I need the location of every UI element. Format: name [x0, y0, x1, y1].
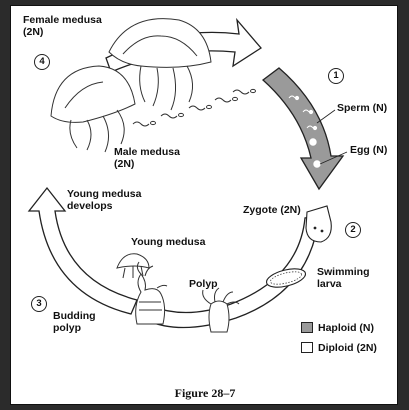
young-medusa: [117, 254, 149, 278]
sperm-pointer: [317, 110, 335, 123]
legend-diploid-label: Diploid (2N): [318, 342, 377, 354]
young-medusa-label: Young medusa: [131, 236, 206, 248]
haploid-arrow: [263, 68, 343, 189]
polyp-label: Polyp: [189, 278, 218, 290]
figure-frame: [10, 5, 398, 405]
egg-label: Egg (N): [350, 144, 388, 156]
sperm-label: Sperm (N): [337, 102, 388, 114]
legend-haploid-label: Haploid (N): [318, 322, 374, 334]
step-number-1: 1: [328, 68, 344, 84]
zygote-label: Zygote (2N): [243, 204, 301, 216]
male-medusa: [51, 66, 135, 152]
budding-polyp: [136, 262, 167, 324]
young-medusa-develops-label: Young medusa develops: [67, 188, 142, 212]
sperm-stream: [133, 89, 256, 126]
step-number-2: 2: [345, 222, 361, 238]
step-number-4: 4: [34, 54, 50, 70]
zygote: [306, 206, 331, 242]
figure-caption: Figure 28–7: [174, 386, 236, 400]
legend-haploid-swatch: [301, 322, 313, 333]
male-medusa-label: Male medusa (2N): [114, 146, 180, 170]
budding-polyp-label: Budding polyp: [53, 310, 96, 334]
female-medusa-label: Female medusa (2N): [23, 14, 102, 38]
step-number-3: 3: [31, 296, 47, 312]
legend-diploid-swatch: [301, 342, 313, 353]
swimming-larva-label: Swimming larva: [317, 266, 370, 290]
